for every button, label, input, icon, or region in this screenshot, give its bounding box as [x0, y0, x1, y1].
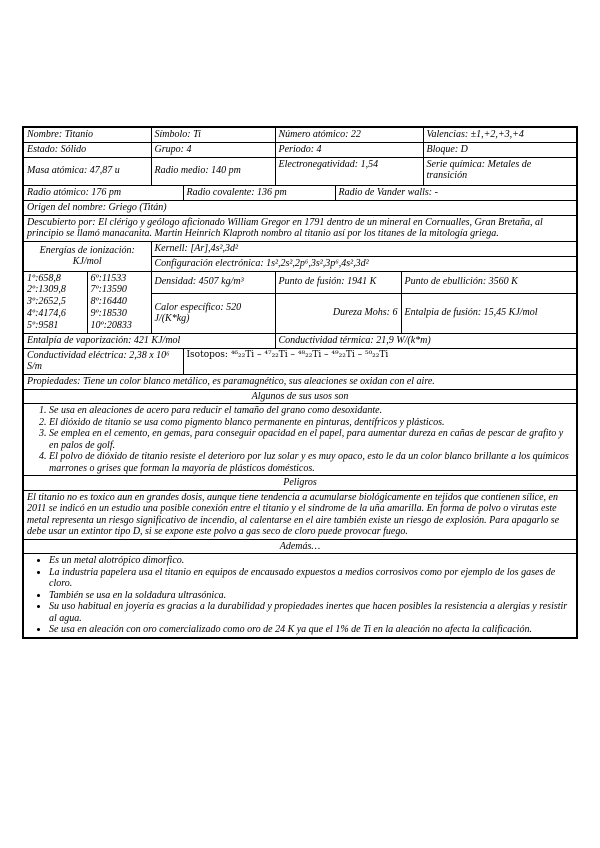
mean-radius-cell: Radio medio: 140 pm: [151, 157, 275, 185]
ionization-column-1: [23, 271, 87, 333]
list-item: • Su uso habitual en joyería es gracias a la durabilidad y propiedades inertes que hacen posibles la resistencia a alergias y resistir al agua.: [49, 601, 573, 624]
list-item: • Es un metal alotrópico dimorfico.: [49, 555, 573, 567]
fusion-enthalpy-cell: Entalpia de fusión: 15,45 KJ/mol: [401, 293, 577, 333]
ionization-column-2: [87, 271, 151, 333]
atomic-mass-cell: Masa atómica: 47,87 u: [23, 157, 151, 185]
ionization-energies-label: Energías de ionización: KJ/mol: [23, 241, 151, 271]
list-item: 2. El dióxido de titanio se usa como pigmento blanco permanente en pinturas, dentífricos y plásticos.: [49, 417, 573, 429]
specific-heat-cell: Calor específico: 520 J/(K*kg): [151, 293, 275, 333]
symbol-cell: Símbolo: Ti: [151, 127, 275, 142]
hazards-heading: Peligros: [23, 476, 577, 491]
group-cell: Grupo: 4: [151, 142, 275, 157]
state-cell: Estado: Sólido: [23, 142, 151, 157]
melting-point-cell: Punto de fusión: 1941 K: [275, 271, 401, 293]
vdw-radius-cell: Radio de Vander walls: -: [335, 185, 577, 200]
chemical-series-cell: Serie química: Metales de transición: [423, 157, 577, 185]
valences-cell: Valencias: ±1,+2,+3,+4: [423, 127, 577, 142]
electrical-conductivity-cell: Conductividad eléctrica: 2,38 x 10⁶ S/m: [23, 348, 183, 374]
list-item: 3. Se emplea en el cemento, en gemas, para conseguir opacidad en el papel, para aumentar dureza en cañas de pescar de grafito y en palos de golf.: [49, 428, 573, 451]
atomic-radius-cell: Radio atómico: 176 pm: [23, 185, 183, 200]
vaporization-enthalpy-cell: Entalpía de vaporización: 421 KJ/mol: [23, 333, 275, 348]
hazards-cell: El titanio no es toxico aun en grandes dosis, aunque tiene tendencia a acumularse biológicamente en tejidos que contienen sílice, en 2011 se indicó en un estudio una posible conexión entre el titanio y el síndrome de la uña amarilla. En forma de polvo o virutas este metal representa un riesgo significativo de incendio, al calentarse en el aire también existe un riesgo de explosión. Para apagarlo se debe usar un extintor tipo D, si se expone este polvo a gas seco de cloro puede provocar fuego.: [23, 490, 577, 539]
discovery-cell: Descubierto por: El clérigo y geólogo aficionado William Gregor en 1791 dentro de un mineral en Cornualles, Gran Bretaña, al principio se llamó manacanita. Martin Heinrich Klaproth nombro al titanio así por los titanes de la mitología griega.: [23, 215, 577, 241]
ionization-value: 10º:20833: [90, 319, 132, 331]
boiling-point-cell: Punto de ebullición: 3560 K: [401, 271, 577, 293]
ionization-value: 5º:9581: [27, 319, 59, 331]
list-item: • La industria papelera usa el titanio en equipos de encausado expuestos a medios corrosivos como por ejemplo de los gases de cloro.: [49, 567, 573, 590]
ionization-value: 3º:2652,5: [27, 296, 66, 308]
list-item: 4. El polvo de dióxido de titanio resiste el deterioro por luz solar y es muy opaco, esto le da un color blanco brillante a los químicos marrones o grises que forman la mayoría de plásticos domésticos.: [49, 451, 573, 474]
additional-list: [27, 555, 573, 636]
ionization-value: 6º:11533: [90, 272, 127, 284]
kernel-cell: Kernell: [Ar],4s²,3d²: [151, 241, 577, 256]
atomic-number-cell: Número atómico: 22: [275, 127, 423, 142]
ionization-value: 4º:4174,6: [27, 307, 66, 319]
covalent-radius-cell: Radio covalente: 136 pm: [183, 185, 335, 200]
isotopes-cell: Isotopos: ⁴⁶₂₂Ti – ⁴⁷₂₂Ti – ⁴⁸₂₂Ti – ⁴⁹₂₂Ti – ⁵⁰₂₂Ti: [183, 348, 577, 374]
uses-list: [27, 405, 573, 474]
block-cell: Bloque: D: [423, 142, 577, 157]
mohs-hardness-cell: Dureza Mohs: 6: [275, 293, 401, 333]
density-cell: Densidad: 4507 kg/m³: [151, 271, 275, 293]
electron-config-cell: Configuración electrónica: 1s²,2s²,2p⁶,3s²,3p⁶,4s²,3d²: [151, 256, 577, 271]
uses-cell: [23, 404, 577, 476]
name-origin-cell: Origen del nombre: Griego (Titán): [23, 200, 577, 215]
ionization-value: 7º:13590: [90, 284, 127, 296]
element-sheet: [22, 126, 576, 639]
ionization-value: 2º:1309,8: [27, 284, 66, 296]
list-item: • Se usa en aleación con oro comercializado como oro de 24 K ya que el 1% de Ti en la aleación no afecta la calificación.: [49, 624, 573, 636]
ionization-value: 1º:658,8: [27, 272, 61, 284]
element-table: [22, 126, 578, 639]
additional-cell: [23, 554, 577, 638]
ionization-value: 9º:18530: [90, 307, 127, 319]
name-cell: Nombre: Titanio: [23, 127, 151, 142]
ionization-value: 8º:16440: [90, 296, 127, 308]
period-cell: Periodo: 4: [275, 142, 423, 157]
electronegativity-cell: Electronegatividad: 1,54: [275, 157, 423, 185]
list-item: 1. Se usa en aleaciones de acero para reducir el tamaño del grano como desoxidante.: [49, 405, 573, 417]
thermal-conductivity-cell: Conductividad térmica: 21,9 W/(k*m): [275, 333, 577, 348]
properties-cell: Propiedades: Tiene un color blanco metálico, es paramagnético, sus aleaciones se oxidan con el aire.: [23, 374, 577, 389]
uses-heading: Algunos de sus usos son: [23, 389, 577, 404]
list-item: • También se usa en la soldadura ultrasónica.: [49, 590, 573, 602]
additional-heading: Además…: [23, 539, 577, 554]
